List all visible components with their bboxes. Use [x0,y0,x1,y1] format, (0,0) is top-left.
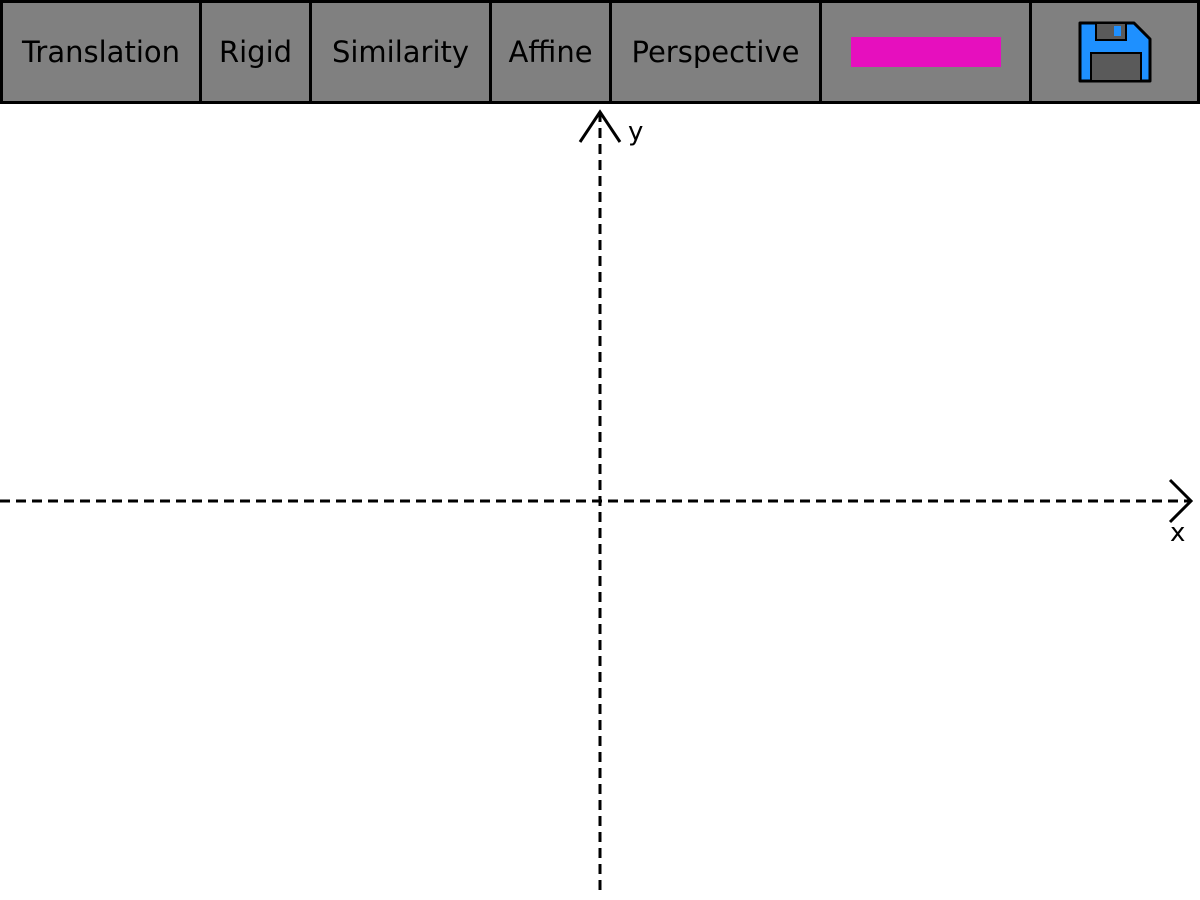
x-axis-label: x [1170,518,1186,548]
perspective-button-label: Perspective [631,35,800,69]
rigid-button-label: Rigid [218,35,293,69]
similarity-button-label: Similarity [331,35,470,69]
affine-button-label: Affine [508,35,593,69]
y-axis-label: y [628,117,644,147]
translation-button-label: Translation [21,35,180,69]
